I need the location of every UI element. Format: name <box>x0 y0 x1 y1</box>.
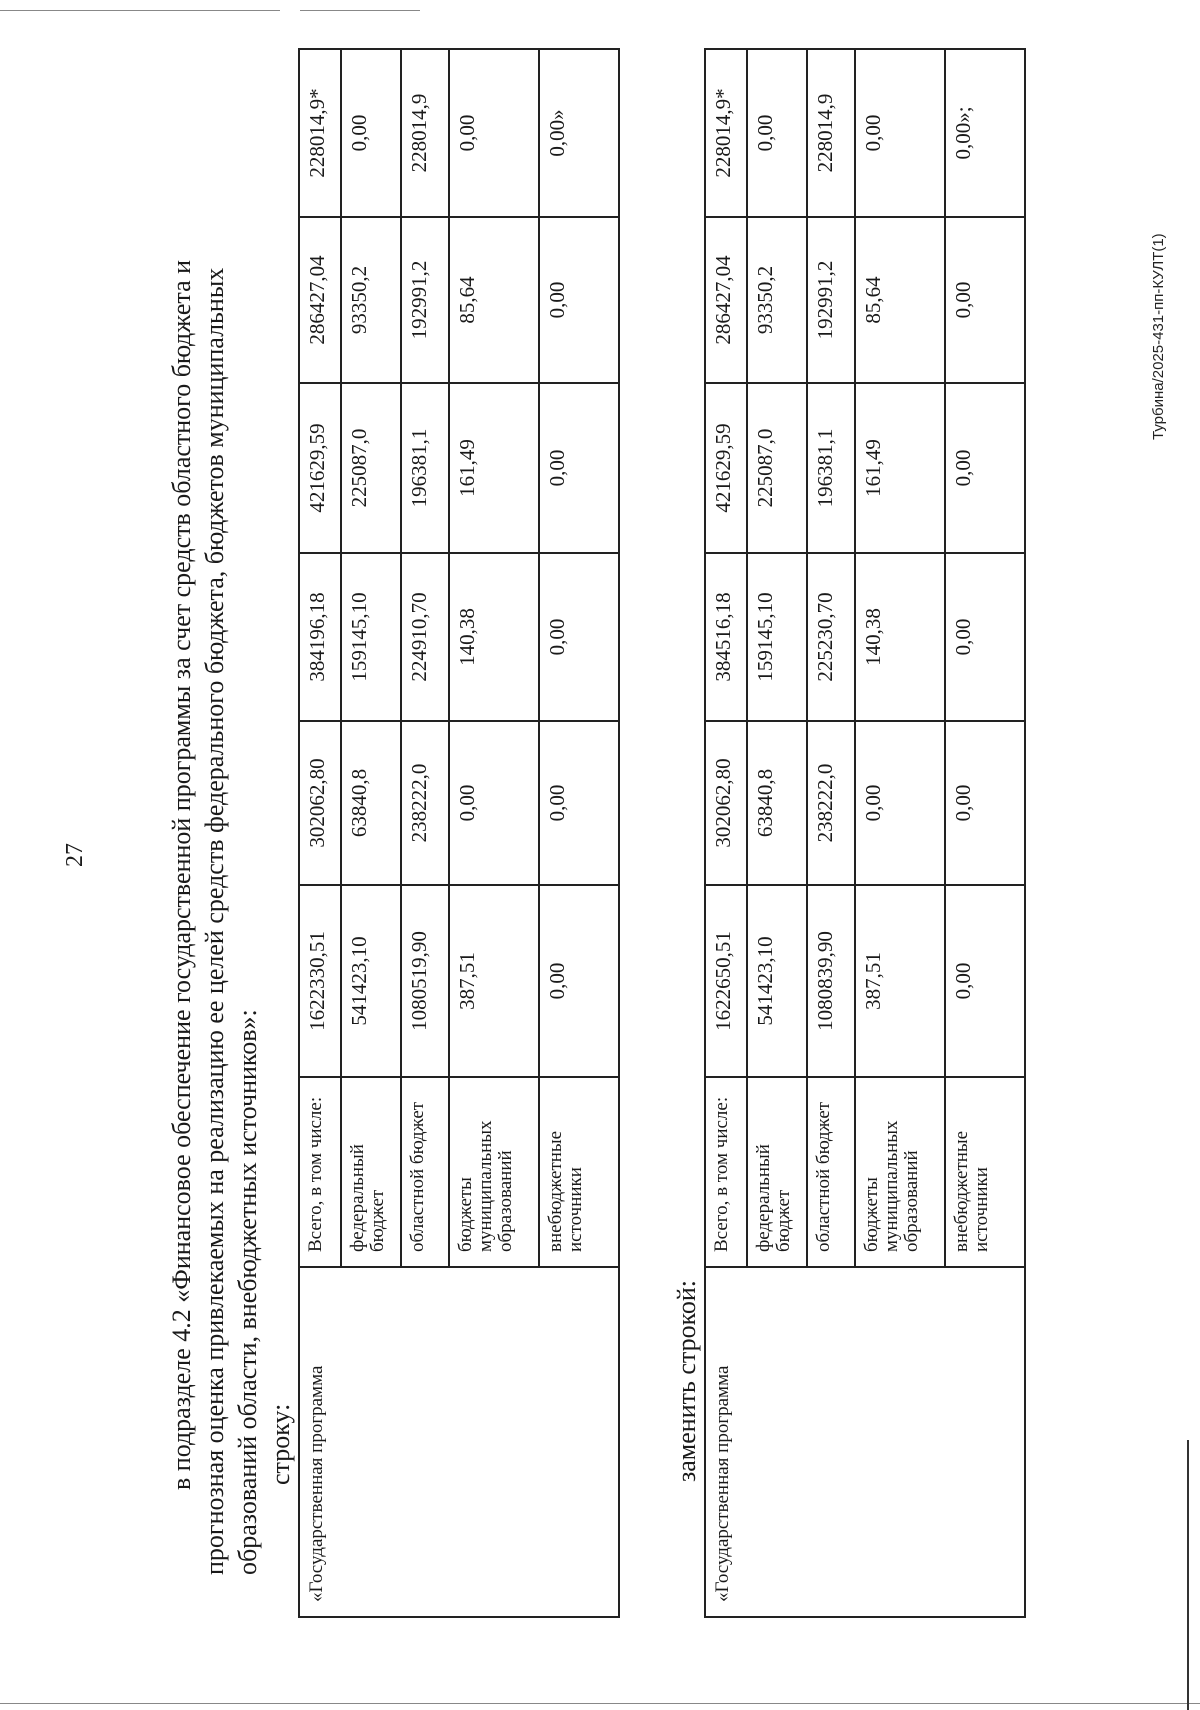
amount-cell: 224910,70 <box>401 553 449 721</box>
amount-cell: 63840,8 <box>747 721 807 885</box>
amount-cell: 0,00»; <box>945 49 1025 217</box>
amount-cell: 238222,0 <box>401 721 449 885</box>
amount-cell: 0,00 <box>539 721 619 885</box>
amount-cell: 140,38 <box>449 553 539 721</box>
amount-cell: 0,00» <box>539 49 619 217</box>
amount-cell: 0,00 <box>945 383 1025 553</box>
amount-cell: 0,00 <box>855 49 945 217</box>
amount-cell: 0,00 <box>945 721 1025 885</box>
amount-cell: 0,00 <box>539 553 619 721</box>
table-new-body <box>705 49 1025 1617</box>
amount-cell: 228014,9* <box>705 49 747 217</box>
program-name-cell: «Государственная программа <box>705 1267 1025 1617</box>
amount-cell: 85,64 <box>449 217 539 383</box>
funding-source-cell: федеральный бюджет <box>747 1077 807 1267</box>
amount-cell: 384516,18 <box>705 553 747 721</box>
amount-cell: 159145,10 <box>341 553 401 721</box>
amount-cell: 421629,59 <box>705 383 747 553</box>
amount-cell: 196381,1 <box>807 383 855 553</box>
amount-cell: 302062,80 <box>299 721 341 885</box>
amount-cell: 228014,9 <box>807 49 855 217</box>
document-code: Турбина/2025-431-пп-КУЛТ(1) <box>1150 233 1167 440</box>
amount-cell: 1622330,51 <box>299 885 341 1077</box>
amount-cell: 421629,59 <box>299 383 341 553</box>
amount-cell: 228014,9* <box>299 49 341 217</box>
section-heading <box>165 55 264 1575</box>
amount-cell: 0,00 <box>341 49 401 217</box>
amount-cell: 0,00 <box>539 383 619 553</box>
amount-cell: 225087,0 <box>341 383 401 553</box>
funding-source-cell: областной бюджет <box>401 1077 449 1267</box>
amount-cell: 0,00 <box>945 885 1025 1077</box>
amount-cell: 225230,70 <box>807 553 855 721</box>
amount-cell: 161,49 <box>855 383 945 553</box>
amount-cell: 384196,18 <box>299 553 341 721</box>
funding-source-cell: областной бюджет <box>807 1077 855 1267</box>
amount-cell: 0,00 <box>747 49 807 217</box>
table-new <box>704 48 1026 1618</box>
amount-cell: 0,00 <box>449 721 539 885</box>
amount-cell: 0,00 <box>855 721 945 885</box>
table-row <box>299 49 341 1617</box>
heading-line-3: образований области, внебюджетных источников»: <box>233 1009 262 1575</box>
amount-cell: 140,38 <box>855 553 945 721</box>
page-number: 27 <box>62 843 88 867</box>
funding-source-cell: внебюджетные источники <box>539 1077 619 1267</box>
amount-cell: 387,51 <box>855 885 945 1077</box>
table-old <box>298 48 620 1618</box>
heading-line-1: в подразделе 4.2 «Финансовое обеспечение государственной программы за счет средств областного бюджета и <box>167 259 196 1490</box>
funding-source-cell: Всего, в том числе: <box>705 1077 747 1267</box>
heading-line-2: прогнозная оценка привлекаемых на реализацию ее целей средств федерального бюджета, бюджетов муниципальных <box>200 267 229 1575</box>
amount-cell: 1080839,90 <box>807 885 855 1077</box>
amount-cell: 238222,0 <box>807 721 855 885</box>
funding-source-cell: внебюджетные источники <box>945 1077 1025 1267</box>
amount-cell: 286427,04 <box>705 217 747 383</box>
amount-cell: 0,00 <box>539 217 619 383</box>
amount-cell: 541423,10 <box>341 885 401 1077</box>
amount-cell: 159145,10 <box>747 553 807 721</box>
amount-cell: 63840,8 <box>341 721 401 885</box>
funding-source-cell: Всего, в том числе: <box>299 1077 341 1267</box>
label-old-row: строку: <box>266 1403 295 1485</box>
table-old-body <box>299 49 619 1617</box>
amount-cell: 302062,80 <box>705 721 747 885</box>
amount-cell: 0,00 <box>945 217 1025 383</box>
amount-cell: 85,64 <box>855 217 945 383</box>
funding-source-cell: бюджеты муниципальных образований <box>855 1077 945 1267</box>
amount-cell: 1080519,90 <box>401 885 449 1077</box>
amount-cell: 0,00 <box>945 553 1025 721</box>
amount-cell: 387,51 <box>449 885 539 1077</box>
label-new-row: заменить строкой: <box>672 1279 701 1482</box>
amount-cell: 93350,2 <box>747 217 807 383</box>
funding-source-cell: федеральный бюджет <box>341 1077 401 1267</box>
amount-cell: 192991,2 <box>807 217 855 383</box>
amount-cell: 541423,10 <box>747 885 807 1077</box>
amount-cell: 93350,2 <box>341 217 401 383</box>
funding-source-cell: бюджеты муниципальных образований <box>449 1077 539 1267</box>
amount-cell: 0,00 <box>449 49 539 217</box>
amount-cell: 192991,2 <box>401 217 449 383</box>
amount-cell: 0,00 <box>539 885 619 1077</box>
program-name-cell: «Государственная программа <box>299 1267 619 1617</box>
amount-cell: 161,49 <box>449 383 539 553</box>
amount-cell: 286427,04 <box>299 217 341 383</box>
amount-cell: 1622650,51 <box>705 885 747 1077</box>
amount-cell: 228014,9 <box>401 49 449 217</box>
amount-cell: 225087,0 <box>747 383 807 553</box>
amount-cell: 196381,1 <box>401 383 449 553</box>
table-row <box>705 49 747 1617</box>
